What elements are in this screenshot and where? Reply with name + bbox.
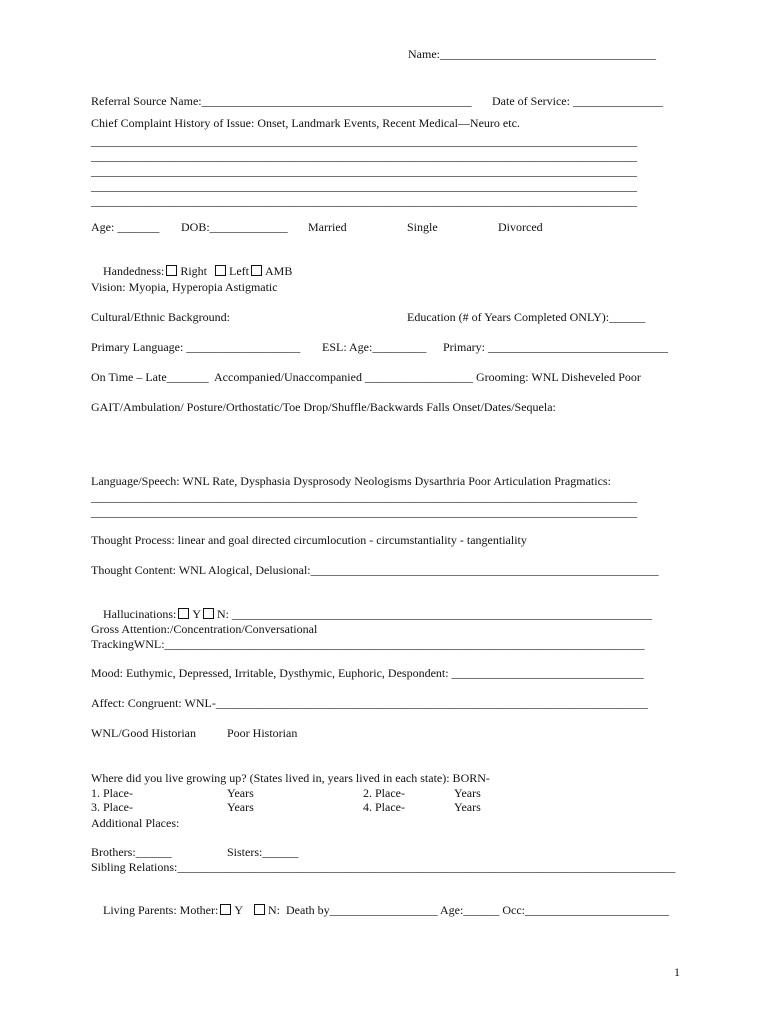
married-option[interactable]: Married (308, 220, 347, 234)
chief-complaint-line-3[interactable]: ___________________________________________________________________________________________ (91, 164, 637, 178)
mood-field[interactable]: Mood: Euthymic, Depressed, Irritable, Dysthymic, Euphoric, Despondent: ________________________________ (91, 666, 644, 680)
brothers-field[interactable]: Brothers:______ (91, 845, 172, 859)
divorced-option[interactable]: Divorced (498, 220, 543, 234)
chief-complaint-line-5[interactable]: ___________________________________________________________________________________________ (91, 194, 637, 208)
amb-checkbox[interactable] (251, 265, 262, 276)
date-of-service-field[interactable]: Date of Service: _______________ (492, 94, 663, 108)
death-by-field[interactable]: N: Death by__________________ (268, 903, 438, 917)
place-3-field[interactable]: 3. Place- (91, 800, 133, 814)
hallucinations-label: Hallucinations: (103, 607, 177, 621)
years-1-field[interactable]: Years (227, 786, 254, 800)
name-field[interactable]: Name:____________________________________ (408, 47, 656, 61)
attention-label: Gross Attention:/Concentration/Conversational (91, 622, 318, 636)
speech-line-2[interactable]: ___________________________________________________________________________________________ (91, 505, 637, 519)
mother-yes-checkbox[interactable] (220, 904, 231, 915)
years-3-field[interactable]: Years (227, 800, 254, 814)
amb-label: AMB (265, 264, 293, 278)
place-1-field[interactable]: 1. Place- (91, 786, 133, 800)
right-label: Right (180, 264, 207, 278)
left-label: Left (229, 264, 249, 278)
mother-yes-label: Y (234, 903, 243, 917)
primary-field[interactable]: Primary: ______________________________ (443, 340, 668, 354)
vision-field: Vision: Myopia, Hyperopia Astigmatic (91, 280, 278, 294)
primary-language-field[interactable]: Primary Language: ___________________ (91, 340, 301, 354)
gait-field[interactable]: GAIT/Ambulation/ Posture/Orthostatic/Toe Drop/Shuffle/Backwards Falls Onset/Dates/Sequela: (91, 400, 556, 414)
hallucinations-yes-label: Y (192, 607, 201, 621)
chief-complaint-line-4[interactable]: ___________________________________________________________________________________________ (91, 179, 637, 193)
referral-source-field[interactable]: Referral Source Name:_____________________________________________ (91, 94, 472, 108)
handedness-label: Handedness: (103, 264, 165, 278)
thought-content-field[interactable]: Thought Content: WNL Alogical, Delusional:__________________________________________________________ (91, 563, 659, 577)
chief-complaint-label: Chief Complaint History of Issue: Onset, Landmark Events, Recent Medical—Neuro etc. (91, 116, 520, 130)
on-time-row[interactable]: On Time – Late_______ Accompanied/Unaccompanied __________________ Grooming: WNL Disheveled Poor (91, 370, 641, 384)
thought-process-field: Thought Process: linear and goal directed circumlocution - circumstantiality - tangentiality (91, 533, 527, 547)
hallucinations-yes-checkbox[interactable] (178, 608, 189, 619)
living-parents-row (91, 889, 669, 931)
years-4-field[interactable]: Years (454, 800, 481, 814)
education-field[interactable]: Education (# of Years Completed ONLY):______ (407, 310, 646, 324)
page-number: 1 (674, 965, 680, 979)
speech-label: Language/Speech: WNL Rate, Dysphasia Dysprosody Neologisms Dysarthria Poor Articulation Pragmatics: (91, 474, 611, 488)
dob-field[interactable]: DOB:_____________ (181, 220, 288, 234)
right-checkbox[interactable] (166, 265, 177, 276)
single-option[interactable]: Single (407, 220, 438, 234)
good-historian-option[interactable]: WNL/Good Historian (91, 726, 196, 740)
additional-places-field[interactable]: Additional Places: (91, 816, 180, 830)
chief-complaint-line-1[interactable]: ___________________________________________________________________________________________ (91, 134, 637, 148)
hallucinations-no-checkbox[interactable] (203, 608, 214, 619)
speech-line-1[interactable]: ___________________________________________________________________________________________ (91, 490, 637, 504)
parent-age-field[interactable]: Age:______ (440, 903, 500, 917)
cultural-background-field[interactable]: Cultural/Ethnic Background: (91, 310, 230, 324)
residence-question: Where did you live growing up? (States lived in, years lived in each state): BORN- (91, 771, 490, 785)
mother-no-checkbox[interactable] (254, 904, 265, 915)
years-2-field[interactable]: Years (454, 786, 481, 800)
age-field[interactable]: Age: _______ (91, 220, 160, 234)
place-2-field[interactable]: 2. Place- (363, 786, 405, 800)
living-parents-label: Living Parents: Mother: (103, 903, 219, 917)
left-checkbox[interactable] (215, 265, 226, 276)
poor-historian-option[interactable]: Poor Historian (227, 726, 298, 740)
tracking-field[interactable]: TrackingWNL:________________________________________________________________________________ (91, 637, 645, 651)
chief-complaint-line-2[interactable]: ___________________________________________________________________________________________ (91, 149, 637, 163)
affect-field[interactable]: Affect: Congruent: WNL-________________________________________________________________________ (91, 696, 648, 710)
sisters-field[interactable]: Sisters:______ (227, 845, 299, 859)
place-4-field[interactable]: 4. Place- (363, 800, 405, 814)
esl-age-field[interactable]: ESL: Age:_________ (322, 340, 427, 354)
occupation-field[interactable]: Occ:________________________ (502, 903, 669, 917)
sibling-relations-field[interactable]: Sibling Relations:___________________________________________________________________________________ (91, 860, 676, 874)
hallucinations-no-field[interactable]: N: ______________________________________________________________________ (217, 607, 652, 621)
